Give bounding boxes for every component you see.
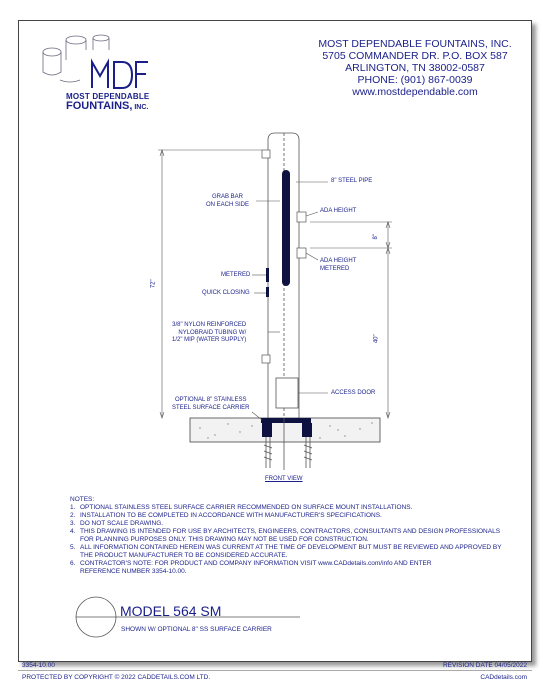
note-line [70, 512, 502, 520]
label-tubing [172, 322, 246, 345]
company-address1: 5705 COMMANDER DR. P.O. BOX 587 [322, 50, 508, 62]
revision-date: REVISION DATE 04/05/2022 [442, 662, 527, 669]
note-line [70, 504, 502, 512]
logo-mdf-monogram [92, 62, 148, 88]
note-number: 5. [70, 544, 76, 551]
label-carrier [172, 397, 249, 412]
label-ada-height: ADA HEIGHT [320, 208, 357, 214]
logo-text-line2-suffix: INC. [132, 104, 149, 111]
company-phone: PHONE: (901) 867-0039 [357, 74, 473, 86]
label-grab-bar-1: GRAB BAR [212, 194, 244, 200]
label-tubing-1: 3/8" NYLON REINFORCED [172, 322, 247, 328]
note-number: 3. [70, 520, 76, 527]
notes-block [70, 496, 502, 576]
note-number: 4. [70, 528, 76, 535]
label-tubing-2: NYLOBRAID TUBING W/ [178, 329, 247, 336]
label-ada-metered-2: METERED [320, 265, 350, 272]
note-line [70, 528, 502, 536]
label-quick-closing: QUICK CLOSING [202, 290, 250, 296]
company-website: www.mostdependable.com [352, 86, 478, 98]
label-dim-40: 40" [373, 334, 380, 344]
note-text: INSTALLATION TO BE COMPLETED IN ACCORDANCE WITH MANUFACTURER'S SPECIFICATIONS. [80, 512, 382, 519]
dimension-lines [158, 150, 392, 418]
label-tubing-3: 1/2" MIP (WATER SUPPLY) [172, 337, 247, 343]
label-access-door: ACCESS DOOR [331, 390, 376, 396]
note-text: DO NOT SCALE DRAWING. [80, 520, 164, 527]
notes-heading: NOTES: [70, 496, 95, 503]
note-text: FOR PLANNING PURPOSES ONLY. THIS DRAWING MAY NOT BE USED FOR CONSTRUCTION. [80, 536, 369, 543]
label-dim-72: 72" [150, 279, 157, 289]
note-number: 6. [70, 560, 76, 567]
note-text: THIS DRAWING IS INTENDED FOR USE BY ARCHITECTS, ENGINEERS, CONTRACTORS, CONSULTANTS AND DESIGN PROFESSIONALS [80, 528, 501, 535]
note-number: 2. [70, 512, 76, 519]
note-text: REFERENCE NUMBER 3354-10.00. [80, 568, 187, 575]
push-buttons [266, 268, 269, 297]
model-title: MODEL 564 SM [120, 603, 222, 619]
company-name: MOST DEPENDABLE FOUNTAINS, INC. [318, 38, 512, 50]
label-front-view: FRONT VIEW [265, 476, 303, 482]
model-subtitle: SHOWN W/ OPTIONAL 8" SS SURFACE CARRIER [121, 626, 272, 633]
label-grab-bar [206, 194, 249, 209]
access-door [276, 378, 298, 408]
note-text: CONTRACTOR'S NOTE: FOR PRODUCT AND COMPANY INFORMATION VISIT www.CADdetails.com/info AND ENTER [80, 560, 432, 567]
label-ada-metered-1: ADA HEIGHT [320, 258, 357, 264]
note-text: ALL INFORMATION CONTAINED HEREIN WAS CURRENT AT THE TIME OF DEVELOPMENT BUT MUST BE REVIEWED AND APPROVED BY [80, 544, 502, 551]
note-text: THE PRODUCT MANUFACTURER TO BE CONSIDERED ACCURATE. [80, 552, 288, 559]
label-dim-8: 8" [372, 234, 379, 240]
note-text: OPTIONAL STAINLESS STEEL SURFACE CARRIER RECOMMENDED ON SURFACE MOUNT INSTALLATIONS. [80, 504, 413, 511]
caddetails-link[interactable]: CADdetails.com [480, 674, 527, 681]
label-ada-height-metered [320, 258, 356, 273]
notes-list [70, 504, 502, 576]
copyright-text: PROTECTED BY COPYRIGHT © 2022 CADDETAILS.COM LTD. [22, 674, 211, 681]
note-line [70, 560, 502, 568]
note-line [70, 536, 502, 544]
company-info [305, 38, 525, 98]
note-number: 1. [70, 504, 76, 511]
grab-bar [282, 170, 290, 286]
company-address2: ARLINGTON, TN 38002-0587 [345, 62, 485, 74]
note-line [70, 552, 502, 560]
footer-divider [18, 670, 532, 671]
label-steel-pipe: 8" STEEL PIPE [331, 178, 373, 184]
note-line [70, 520, 502, 528]
logo-text-line2-main: FOUNTAINS, [66, 100, 133, 112]
label-carrier-2: STEEL SURFACE CARRIER [172, 404, 250, 411]
logo-text-line1: MOST DEPENDABLE [66, 92, 150, 101]
note-line [70, 544, 502, 552]
reference-number: 3354-10.00 [22, 662, 55, 669]
label-metered: METERED [221, 272, 251, 278]
label-carrier-1: OPTIONAL 8" STAINLESS [174, 397, 247, 403]
label-grab-bar-2: ON EACH SIDE [206, 201, 250, 208]
logo-text-line2 [66, 100, 148, 112]
note-line [70, 568, 502, 576]
